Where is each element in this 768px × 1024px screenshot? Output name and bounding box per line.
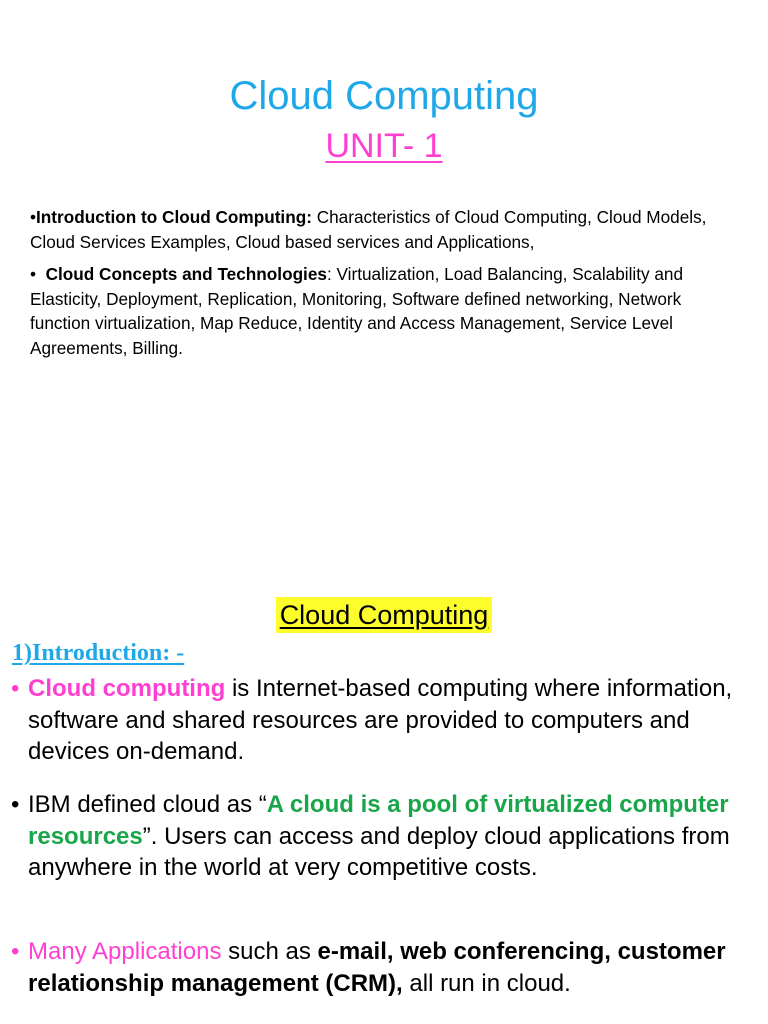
slide-subtitle (0, 124, 768, 168)
point-text: is Internet-based computing where information, software and shared resources are provided to computers and devices on-demand. (28, 675, 733, 765)
topic-heading: Cloud Concepts and Technologies (45, 264, 327, 284)
slide-title-wrapper (0, 597, 768, 633)
slide-introduction (0, 560, 768, 1024)
bullet-marker: • (11, 791, 20, 818)
quoted-definition: A cloud is a pool of virtualized computer resources (28, 791, 729, 850)
topic-text: : Virtualization, Load Balancing, Scalability and Elasticity, Deployment, Replication, Monitoring, Software defined networking, Network function virtualization, Map Reduce, Identity and Access Management, Service Level Agreements, Billing. (30, 264, 684, 358)
bullet-marker: • (30, 207, 37, 227)
section-heading: 1)Introduction: - (12, 640, 185, 666)
highlight-term: Cloud computing (28, 675, 226, 702)
topic-item (30, 205, 746, 254)
bold-examples: e-mail, web conferencing, customer relationship management (CRM), (28, 938, 726, 997)
slide-title: Cloud Computing (229, 74, 539, 118)
bullet-point (11, 936, 752, 999)
topic-item (30, 262, 746, 360)
topic-heading: Introduction to Cloud Computing: (36, 207, 312, 227)
bullet-point (11, 673, 752, 768)
bullet-marker: • (30, 264, 46, 284)
bullet-marker: • (11, 675, 20, 702)
bullet-point (11, 789, 752, 884)
point-text: ”. Users can access and deploy cloud applications from anywhere in the world at very competitive costs. (28, 822, 730, 881)
point-middle: such as (221, 938, 318, 965)
slide-title: Cloud Computing (276, 597, 493, 633)
point-prefix: IBM defined cloud as “ (28, 791, 267, 818)
highlight-term: Many Applications (28, 938, 222, 965)
unit-label: UNIT- 1 (325, 127, 443, 165)
point-text: all run in cloud. (402, 969, 571, 997)
bullet-marker: • (11, 938, 20, 965)
topic-text: Characteristics of Cloud Computing, Cloud Models, Cloud Services Examples, Cloud based services and Applications, (30, 207, 707, 252)
